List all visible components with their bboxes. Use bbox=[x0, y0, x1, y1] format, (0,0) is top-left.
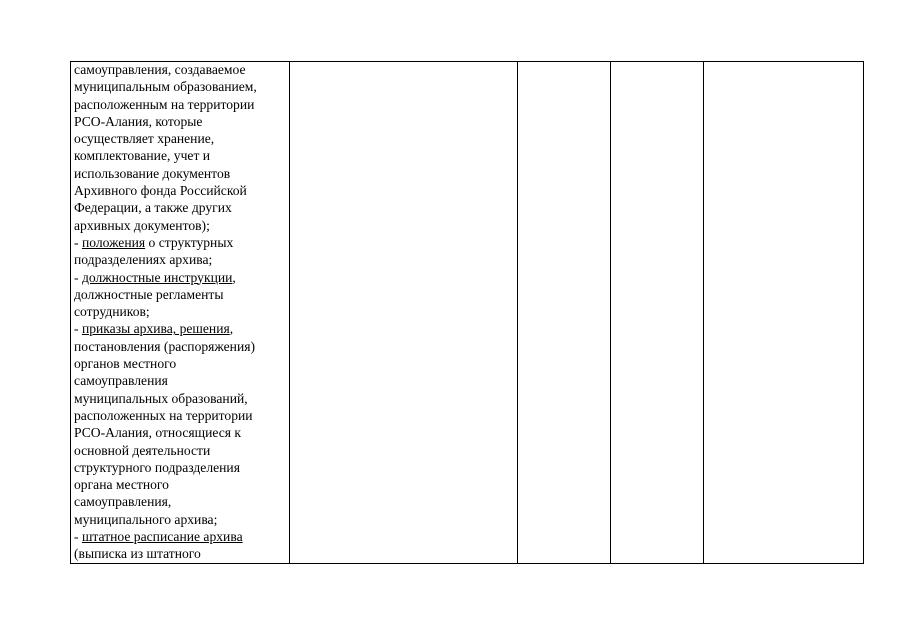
text-segment: комплектование, учет и bbox=[74, 148, 211, 164]
text-segment: самоуправления, bbox=[74, 494, 172, 510]
text-segment: самоуправления, создаваемое bbox=[74, 62, 246, 77]
text-segment: постановления (распоряжения) bbox=[74, 338, 256, 354]
text-line bbox=[74, 338, 289, 355]
text-segment: Федерации, а также других bbox=[74, 200, 232, 216]
underlined-text: должностные инструкции bbox=[81, 269, 233, 285]
table-cell-4 bbox=[611, 62, 704, 564]
text-line bbox=[74, 251, 289, 268]
text-segment: (выписка из штатного bbox=[74, 546, 201, 562]
text-line bbox=[74, 78, 289, 95]
text-line bbox=[74, 545, 289, 562]
text-segment: расположенным на территории bbox=[74, 96, 255, 112]
text-line bbox=[74, 390, 289, 407]
text-line bbox=[74, 476, 289, 493]
text-segment: самоуправления bbox=[74, 373, 168, 389]
text-segment: - bbox=[74, 321, 82, 337]
text-line bbox=[74, 493, 289, 510]
text-segment: использование документов bbox=[74, 165, 231, 181]
text-line bbox=[74, 303, 289, 320]
text-line bbox=[74, 61, 289, 78]
text-segment: муниципального архива; bbox=[74, 511, 218, 527]
text-segment: сотрудников; bbox=[74, 304, 150, 320]
text-line bbox=[74, 113, 289, 130]
text-segment: основной деятельности bbox=[74, 442, 211, 458]
document-table-container bbox=[70, 61, 863, 564]
text-line bbox=[74, 355, 289, 372]
text-segment: расположенных на территории bbox=[74, 407, 253, 423]
text-line bbox=[74, 442, 289, 459]
table-cell-documents-list bbox=[71, 62, 290, 564]
text-segment: должностные регламенты bbox=[74, 286, 224, 302]
table-cell-5 bbox=[704, 62, 864, 564]
documents-list-text bbox=[71, 61, 289, 563]
text-segment: , bbox=[229, 321, 234, 337]
text-segment: органа местного bbox=[74, 477, 169, 493]
text-segment: - bbox=[74, 529, 82, 545]
text-segment: структурного подразделения bbox=[74, 459, 240, 475]
text-segment: Архивного фонда Российской bbox=[74, 183, 247, 199]
text-line bbox=[74, 199, 289, 216]
text-line bbox=[74, 372, 289, 389]
underlined-text: положения bbox=[81, 234, 146, 250]
text-line bbox=[74, 147, 289, 164]
text-segment: РСО-Алания, которые bbox=[74, 113, 203, 129]
text-segment: - bbox=[74, 234, 82, 250]
underlined-text: штатное расписание архива bbox=[81, 529, 243, 545]
text-segment: органов местного bbox=[74, 356, 177, 372]
underlined-text: приказы архива, решения bbox=[81, 321, 230, 337]
text-line bbox=[74, 407, 289, 424]
text-line bbox=[74, 217, 289, 234]
text-line bbox=[74, 234, 289, 251]
text-segment: подразделениях архива; bbox=[74, 252, 213, 268]
text-line bbox=[74, 130, 289, 147]
text-segment: - bbox=[74, 269, 82, 285]
text-segment: РСО-Алания, относящиеся к bbox=[74, 425, 242, 441]
text-segment: муниципальным образованием, bbox=[74, 79, 257, 95]
text-segment: муниципальных образований, bbox=[74, 390, 248, 406]
text-line bbox=[74, 459, 289, 476]
document-table bbox=[70, 61, 864, 564]
text-line bbox=[74, 286, 289, 303]
text-segment: о структурных bbox=[145, 234, 234, 250]
text-line bbox=[74, 96, 289, 113]
text-line bbox=[74, 424, 289, 441]
text-line bbox=[74, 269, 289, 286]
table-cell-3 bbox=[518, 62, 611, 564]
text-segment: архивных документов); bbox=[74, 217, 210, 233]
text-line bbox=[74, 528, 289, 545]
text-line bbox=[74, 511, 289, 528]
text-line bbox=[74, 182, 289, 199]
table-row bbox=[71, 62, 864, 564]
text-segment: осуществляет хранение, bbox=[74, 131, 215, 147]
text-segment: , bbox=[232, 269, 236, 285]
text-line bbox=[74, 320, 289, 337]
text-line bbox=[74, 165, 289, 182]
table-cell-2 bbox=[290, 62, 518, 564]
